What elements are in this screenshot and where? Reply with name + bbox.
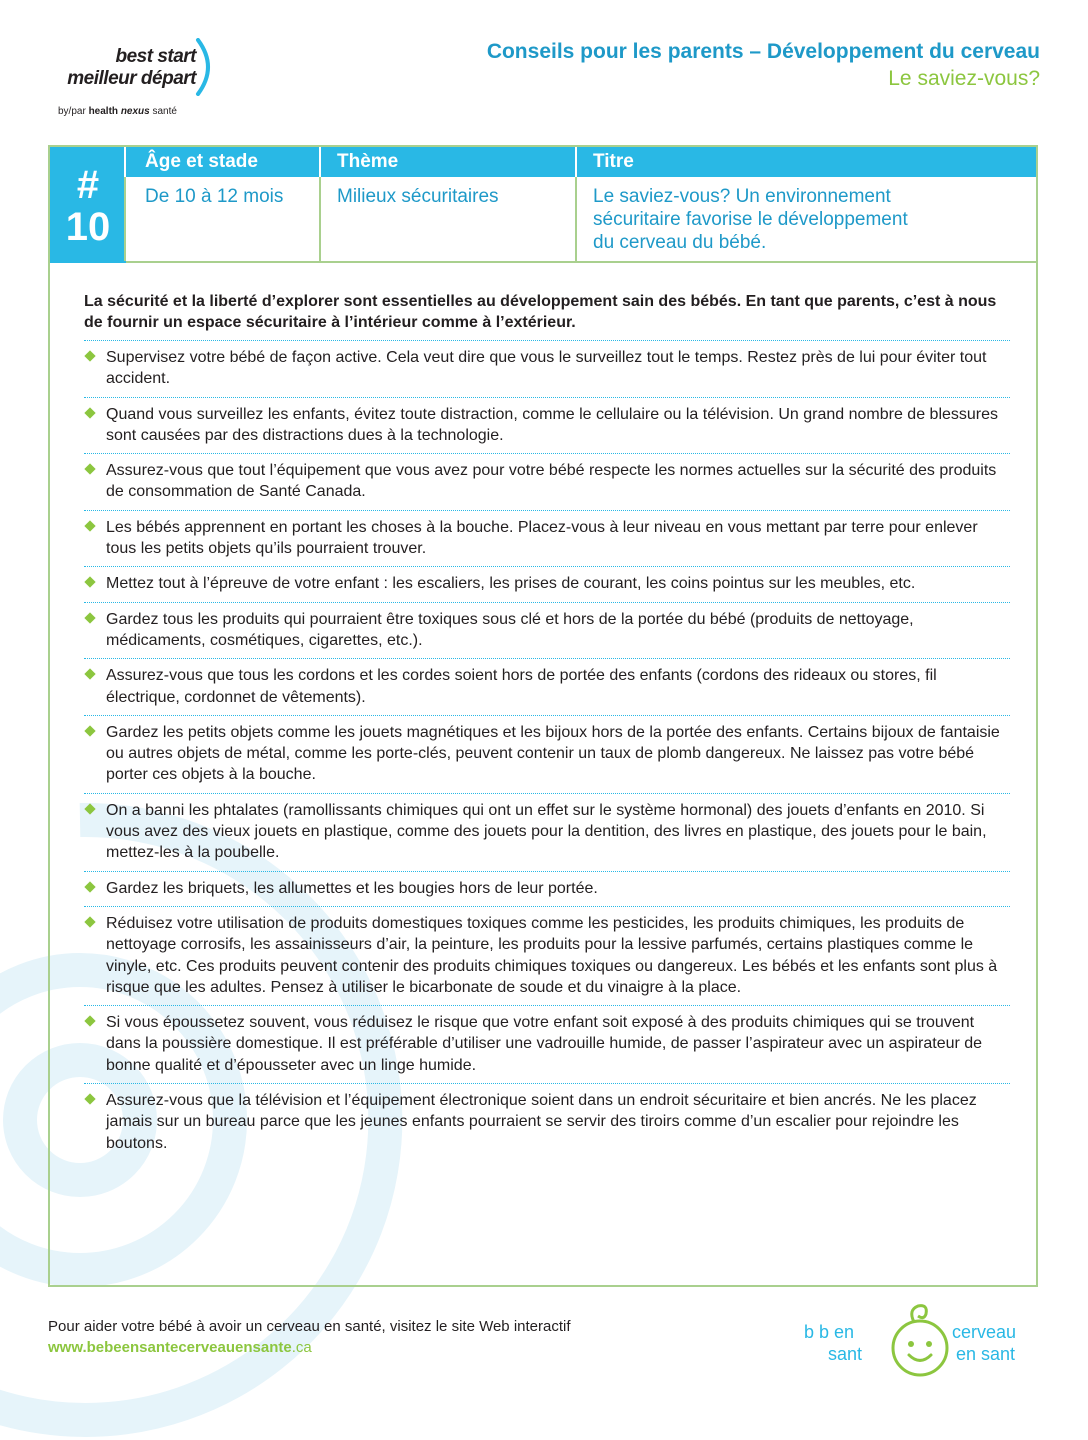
byline-sante: santé bbox=[152, 106, 177, 117]
list-item bbox=[84, 453, 1010, 510]
page-subtitle: Le saviez-vous? bbox=[888, 67, 1040, 90]
best-start-logo bbox=[56, 38, 226, 122]
list-item-text: Quand vous surveillez les enfants, évitez toute distraction, comme le cellulaire ou la télévision. Un grand nombre de blessures sont causées par des distractions dues à la technologie. bbox=[106, 405, 999, 444]
list-item-text: Assurez-vous que tout l’équipement que vous avez pour votre bébé respecte les normes actuelles sur la sécurité des produits de consommation de Santé Canada. bbox=[106, 462, 997, 501]
healthy-baby-brand-logo bbox=[800, 1300, 1040, 1380]
diamond-bullet-icon bbox=[84, 577, 95, 588]
column-divider-header bbox=[319, 147, 321, 177]
page-header bbox=[487, 40, 1040, 91]
title-line: du cerveau du bébé. bbox=[593, 232, 767, 253]
safety-tips-list bbox=[84, 340, 1010, 1161]
list-item bbox=[84, 602, 1010, 659]
column-divider-header bbox=[575, 147, 577, 177]
byline-health: health bbox=[88, 106, 119, 117]
diamond-bullet-icon bbox=[84, 725, 95, 736]
column-header-age: Âge et stade bbox=[145, 151, 258, 172]
column-header-theme: Thème bbox=[337, 151, 399, 172]
list-item bbox=[84, 566, 1010, 601]
list-item bbox=[84, 1083, 1010, 1161]
list-item bbox=[84, 906, 1010, 1005]
diamond-bullet-icon bbox=[84, 1015, 95, 1026]
byline-prefix: by/par bbox=[58, 106, 86, 117]
intro-paragraph: La sécurité et la liberté d’explorer sont essentielles au développement sain des bébés. En tant que parents, c’est à nous de fournir un espace sécuritaire à l’intérieur comme à l’extérieur. bbox=[84, 293, 997, 331]
title-line: Le saviez-vous? Un environnement bbox=[593, 186, 891, 207]
table-header bbox=[126, 147, 1036, 177]
theme-value: Milieux sécuritaires bbox=[337, 186, 499, 207]
diamond-bullet-icon bbox=[84, 803, 95, 814]
diamond-bullet-icon bbox=[84, 612, 95, 623]
title-value bbox=[593, 185, 908, 254]
age-value: De 10 à 12 mois bbox=[145, 186, 284, 207]
list-item-text: Si vous époussetez souvent, vous réduisez le risque que votre enfant soit exposé à des produits chimiques qui se trouvent dans la poussière domestique. Il est préférable d’utiliser une vadrouille humide, de passer l’aspirateur avec un aspirateur de bonne qualité et d’épousseter avec un linge humide. bbox=[106, 1014, 983, 1074]
brand-text-3: cerveau bbox=[952, 1322, 1017, 1342]
list-item-text: Assurez-vous que la télévision et l’équipement électronique soient dans un endroit sécuritaire et bien ancrés. Ne les placez jamais sur un bureau parce que les jeunes enfants pourraient se servir des tiroirs comme d’un escalier pour rejoindre les boutons. bbox=[106, 1092, 977, 1152]
list-item bbox=[84, 871, 1010, 906]
tip-card bbox=[48, 145, 1038, 1287]
list-item-text: Assurez-vous que tous les cordons et les cordes soient hors de portée des enfants (cordons des rideaux ou stores, fil électrique, cordonnet de vêtements). bbox=[106, 667, 937, 706]
logo-arc-icon bbox=[192, 38, 222, 96]
list-item bbox=[84, 715, 1010, 793]
page-title: Conseils pour les parents – Développement du cerveau bbox=[486, 40, 1040, 63]
hash-symbol: # bbox=[76, 163, 100, 207]
website-link-main[interactable]: www.bebeensantecerveauensante bbox=[48, 1339, 292, 1356]
logo-line-1: best start bbox=[115, 46, 196, 67]
brand-text-2: sant bbox=[828, 1344, 863, 1364]
diamond-bullet-icon bbox=[84, 1093, 95, 1104]
list-item bbox=[84, 340, 1010, 397]
list-item-text: On a banni les phtalates (ramollissants chimiques qui ont un effet sur le système hormonal) des jouets d’enfants en 2010. Si vous avez des vieux jouets en plastique, comme des jouets pour la dentition, des livres en plastique, des jouets pour le bain, mettez-les à la poubelle. bbox=[106, 801, 987, 862]
diamond-bullet-icon bbox=[84, 881, 95, 892]
logo-byline bbox=[58, 106, 177, 117]
table-row bbox=[126, 177, 1036, 261]
diamond-bullet-icon bbox=[84, 407, 95, 418]
footer-text: Pour aider votre bébé à avoir un cerveau en santé, visitez le site Web interactif bbox=[48, 1318, 571, 1335]
list-item bbox=[84, 658, 1010, 715]
website-link-tld[interactable]: .ca bbox=[291, 1339, 312, 1356]
list-item bbox=[84, 397, 1010, 454]
list-item-text: Gardez tous les produits qui pourraient être toxiques sous clé et hors de la portée du bébé (produits de nettoyage, médicaments, cosmétiques, cigarettes, etc.). bbox=[106, 610, 914, 649]
info-table bbox=[126, 147, 1036, 263]
list-item-text: Les bébés apprennent en portant les choses à la bouche. Placez-vous à leur niveau en vous mettant par terre pour enlever tous les petits objets qu’ils pourraient trouver. bbox=[106, 518, 978, 558]
list-item bbox=[84, 793, 1010, 871]
website-link[interactable] bbox=[48, 1337, 571, 1358]
tip-number: 10 bbox=[65, 205, 111, 249]
list-item-text: Réduisez votre utilisation de produits domestiques toxiques comme les pesticides, les produits chimiques, les produits de nettoyage corrosifs, les assainisseurs d’air, la peinture, les produits pour la lessive parfumés, certains plastiques comme le vinyle, etc. Ces produits peuvent contenir des produits chimiques toxiques ou dangereux. Les bébés et les enfants sont plus à risque que les adultes. Pensez à utiliser le bicarbonate de soude et du vinaigre à la place. bbox=[106, 914, 998, 996]
list-item bbox=[84, 510, 1010, 567]
title-line: sécuritaire favorise le développement bbox=[593, 209, 908, 230]
diamond-bullet-icon bbox=[84, 350, 95, 361]
footer bbox=[48, 1316, 571, 1358]
logo-line-2: meilleur départ bbox=[67, 68, 196, 89]
list-item bbox=[84, 1005, 1010, 1083]
diamond-bullet-icon bbox=[84, 520, 95, 531]
byline-nexus: nexus bbox=[120, 106, 150, 117]
diamond-bullet-icon bbox=[84, 464, 95, 475]
column-divider-header bbox=[124, 147, 126, 177]
list-item-text: Mettez tout à l’épreuve de votre enfant : les escaliers, les prises de courant, les coins pointus sur les meubles, etc. bbox=[106, 575, 916, 593]
baby-face-icon bbox=[890, 1300, 950, 1378]
brand-text-4: en sant bbox=[956, 1344, 1016, 1364]
diamond-bullet-icon bbox=[84, 916, 95, 927]
column-header-title: Titre bbox=[593, 151, 634, 172]
tip-number-badge bbox=[50, 147, 126, 263]
list-item-text: Gardez les briquets, les allumettes et les bougies hors de leur portée. bbox=[106, 879, 598, 897]
list-item-text: Supervisez votre bébé de façon active. Cela veut dire que vous le surveillez tout le temps. Restez près de lui pour éviter tout accident. bbox=[106, 349, 987, 388]
list-item-text: Gardez les petits objets comme les jouets magnétiques et les bijoux hors de la portée des enfants. Certains bijoux de fantaisie ou autres objets de métal, comme les porte-clés, peuvent contenir un taux de plomb dangereux. Ne laissez pas votre bébé porter ces objets à la bouche. bbox=[106, 723, 1000, 784]
diamond-bullet-icon bbox=[84, 669, 95, 680]
brand-text-1: b b en bbox=[804, 1322, 855, 1342]
